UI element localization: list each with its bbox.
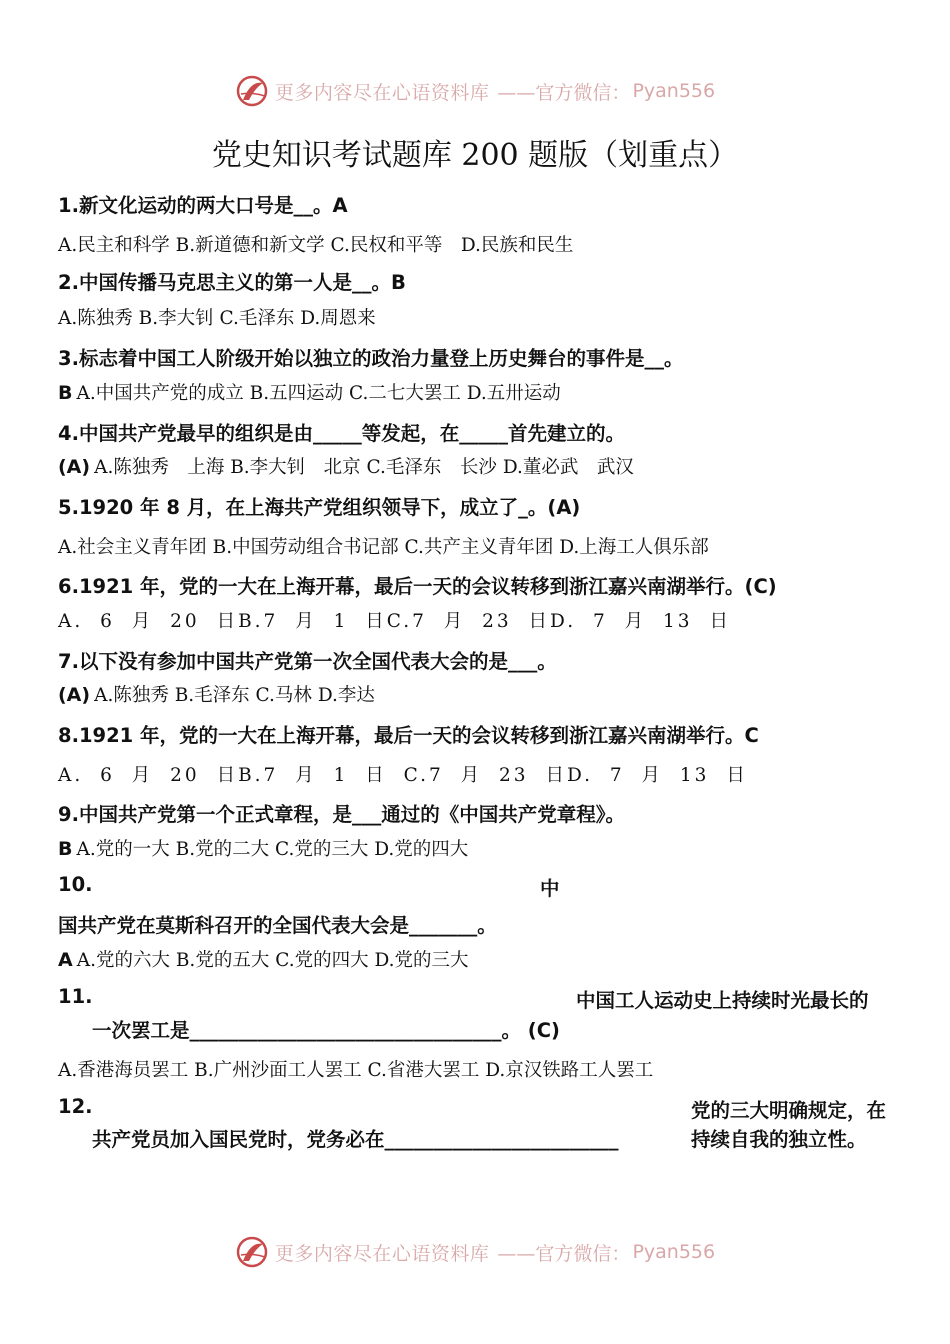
options-3-text: A.中国共产党的成立 B.五四运动 C.二七大罢工 D.五卅运动 bbox=[76, 383, 561, 404]
question-8: 8.1921 年，党的一大在上海开幕，最后一天的会议转移到浙江嘉兴南湖举行。C bbox=[58, 724, 759, 747]
watermark-separator: ——官方微信： bbox=[497, 81, 631, 104]
options-8: A. 6 月 20 日B.7 月 1 日 C.7 月 23 日D. 7 月 13 日 bbox=[58, 765, 748, 786]
question-10-line2: 国共产党在莫斯科召开的全国代表大会是_______。 bbox=[58, 914, 497, 937]
question-2: 2.中国传播马克思主义的第一人是__。B bbox=[58, 271, 406, 294]
question-11-number: 11. bbox=[58, 985, 93, 1008]
answer-4: (A) bbox=[58, 456, 91, 478]
watermark-top bbox=[0, 74, 950, 108]
question-3: 3.标志着中国工人阶级开始以独立的政治力量登上历史舞台的事件是__。 bbox=[58, 347, 684, 370]
question-12-line2-right: 持续自我的独立性。 bbox=[691, 1128, 867, 1151]
logo-icon bbox=[235, 74, 269, 108]
answer-7: (A) bbox=[58, 684, 91, 706]
question-1: 1.新文化运动的两大口号是__。A bbox=[58, 194, 348, 217]
question-10-number: 10. bbox=[58, 873, 93, 896]
options-7 bbox=[58, 681, 375, 707]
answer-10: A bbox=[58, 949, 73, 971]
question-12-number: 12. bbox=[58, 1095, 93, 1118]
options-11: A.香港海员罢工 B.广州沙面工人罢工 C.省港大罢工 D.京汉铁路工人罢工 bbox=[58, 1060, 654, 1081]
options-3 bbox=[58, 379, 561, 405]
options-6: A. 6 月 20 日B.7 月 1 日C.7 月 23 日D. 7 月 13 日 bbox=[58, 611, 731, 632]
watermark-bottom bbox=[0, 1235, 950, 1269]
question-7: 7.以下没有参加中国共产党第一次全国代表大会的是___。 bbox=[58, 650, 557, 673]
options-4 bbox=[58, 453, 634, 479]
question-10-line1: 中 bbox=[540, 877, 560, 900]
answer-3: B bbox=[58, 382, 73, 404]
watermark-separator: ——官方微信： bbox=[497, 1242, 631, 1265]
options-1: A.民主和科学 B.新道德和新文学 C.民权和平等 D.民族和民生 bbox=[58, 235, 574, 256]
options-2: A.陈独秀 B.李大钊 C.毛泽东 D.周恩来 bbox=[58, 308, 376, 329]
options-9 bbox=[58, 835, 468, 861]
question-4: 4.中国共产党最早的组织是由_____等发起，在_____首先建立的。 bbox=[58, 422, 625, 445]
options-4-text: A.陈独秀 上海 B.李大钊 北京 C.毛泽东 长沙 D.董必武 武汉 bbox=[94, 457, 634, 478]
question-12-line1: 党的三大明确规定，在 bbox=[691, 1099, 887, 1122]
question-6: 6.1921 年，党的一大在上海开幕，最后一天的会议转移到浙江嘉兴南湖举行。(C) bbox=[58, 575, 777, 598]
answer-9: B bbox=[58, 838, 73, 860]
options-5: A.社会主义青年团 B.中国劳动组合书记部 C.共产主义青年团 D.上海工人俱乐部 bbox=[58, 537, 709, 558]
watermark-wechat-id: Pyan556 bbox=[632, 80, 716, 102]
watermark-wechat-id: Pyan556 bbox=[632, 1241, 716, 1263]
watermark-text: 更多内容尽在心语资料库 bbox=[274, 1242, 490, 1265]
question-9: 9.中国共产党第一个正式章程，是___通过的《中国共产党章程》。 bbox=[58, 803, 625, 826]
options-10-text: A.党的六大 B.党的五大 C.党的四大 D.党的三大 bbox=[76, 950, 469, 971]
question-12-line2-left: 共产党员加入国民党时，党务必在________________________ bbox=[92, 1128, 619, 1151]
options-9-text: A.党的一大 B.党的二大 C.党的三大 D.党的四大 bbox=[76, 839, 469, 860]
logo-icon bbox=[235, 1235, 269, 1269]
watermark-text: 更多内容尽在心语资料库 bbox=[274, 81, 490, 104]
question-11-line1: 中国工人运动史上持续时光最长的 bbox=[576, 989, 869, 1012]
options-7-text: A.陈独秀 B.毛泽东 C.马林 D.李达 bbox=[94, 685, 375, 706]
question-11-line2: 一次罢工是________________________________。 (C) bbox=[92, 1019, 560, 1042]
question-5: 5.1920 年 8 月，在上海共产党组织领导下，成立了_。(A) bbox=[58, 496, 581, 519]
page-title: 党史知识考试题库 200 题版（划重点） bbox=[211, 138, 739, 173]
options-10 bbox=[58, 946, 469, 972]
